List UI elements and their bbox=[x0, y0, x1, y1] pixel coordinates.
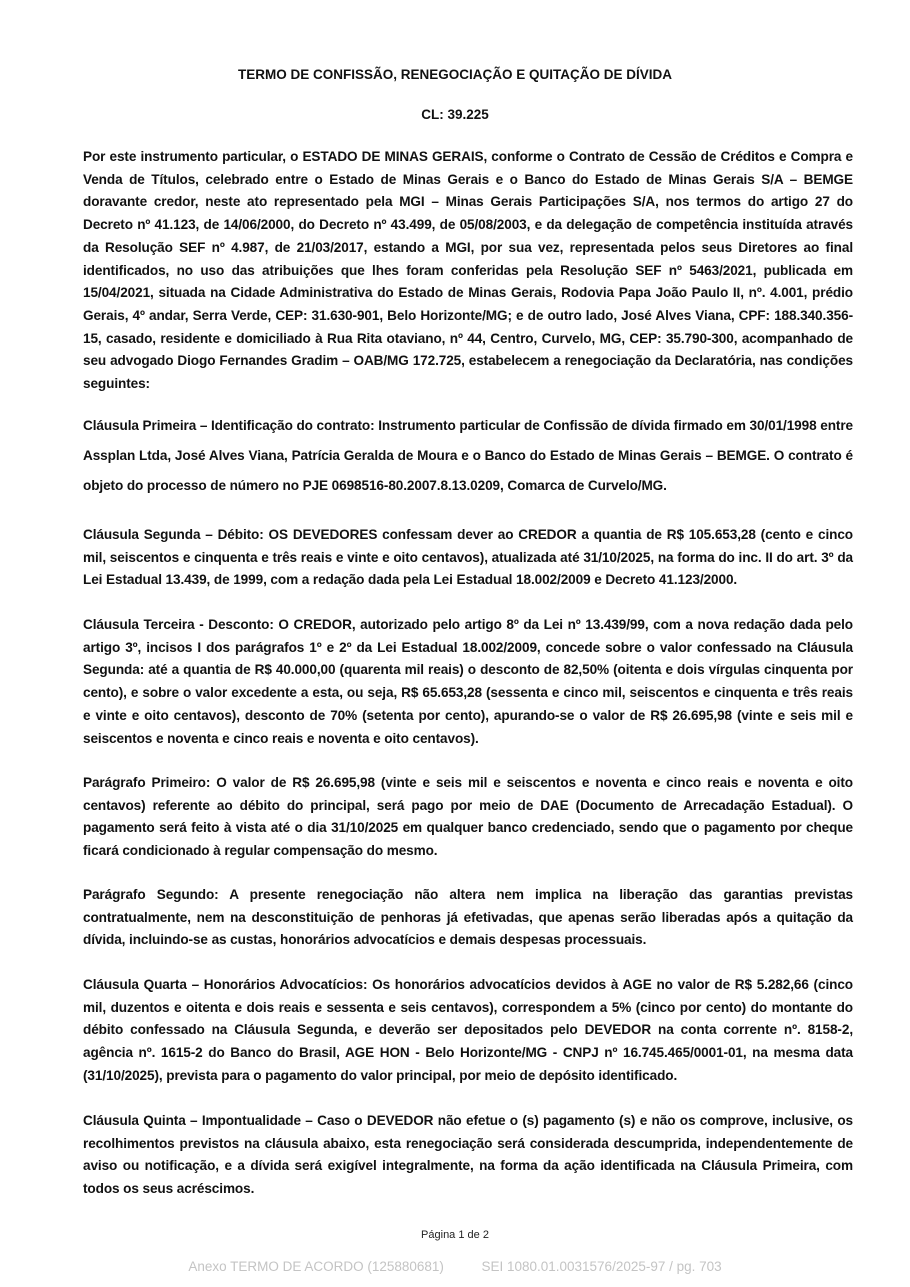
preamble-paragraph: Por este instrumento particular, o ESTADO DE MINAS GERAIS, conforme o Contrato de Cessão de Créditos e Compra e Venda de Títulos, celebrado entre o Estado de Minas Gerais e o Banco do Estado de Minas Gerais S/A – BEMGE doravante credor, neste ato representado pela MGI – Minas Gerais Participações S/A, nos termos do artigo 27 do Decreto nº 41.123, de 14/06/2000, do Decreto nº 43.499, de 05/08/2003, e da delegação de competência instituída através da Resolução SEF nº 4.987, de 21/03/2017, estando a MGI, por sua vez, representada pelos seus Diretores ao final identificados, no uso das atribuições que lhes foram conferidas pela Resolução SEF nº 5463/2021, publicada em 15/04/2021, situada na Cidade Administrativa do Estado de Minas Gerais, Rodovia Papa João Paulo II, nº. 4.001, prédio Gerais, 4º andar, Serra Verde, CEP: 31.630-901, Belo Horizonte/MG; e de outro lado, José Alves Viana, CPF: 188.340.356-15, casado, residente e domiciliado à Rua Rita otaviano, nº 44, Centro, Curvelo, MG, CEP: 35.790-300, acompanhado de seu advogado Diogo Fernandes Gradim – OAB/MG 172.725, estabelecem a renegociação da Declaratória, nas condições seguintes: bbox=[83, 149, 853, 392]
clause-fourth-paragraph: Cláusula Quarta – Honorários Advocatícios: Os honorários advocatícios devidos à AGE no valor de R$ 5.282,66 (cinco mil, duzentos e oitenta e dois reais e sessenta e seis centavos), correspondem a 5% (cinco por cento) do montante do débito confessado na Cláusula Segunda, e deverão ser depositados pelo DEVEDOR na conta corrente nº. 8158-2, agência nº. 1615-2 do Banco do Brasil, AGE HON - Belo Horizonte/MG - CNPJ nº 16.745.465/0001-01, na mesma data (31/10/2025), prevista para o pagamento do valor principal, por meio de depósito identificado. bbox=[83, 977, 853, 1083]
sei-reference: SEI 1080.01.0031576/2025-97 / pg. 703 bbox=[481, 1259, 722, 1274]
paragraph-second: Parágrafo Segundo: A presente renegociação não altera nem implica na liberação das garantias previstas contratualmente, nem na desconstituição de penhoras já efetivadas, que apenas serão liberadas após a quitação da dívida, incluindo-se as custas, honorários advocatícios e demais despesas processuais. bbox=[83, 887, 853, 948]
annex-label: Anexo TERMO DE ACORDO (125880681) bbox=[188, 1259, 444, 1274]
clause-second-paragraph: Cláusula Segunda – Débito: OS DEVEDORES confessam dever ao CREDOR a quantia de R$ 105.653,28 (cento e cinco mil, seiscentos e cinquenta e três reais e vinte e oito centavos), atualizada até 31/10/2025, na forma do inc. II do art. 3º da Lei Estadual 13.439, de 1999, com a redação dada pela Lei Estadual 18.002/2009 e Decreto 41.123/2000. bbox=[83, 527, 853, 588]
page-number: Página 1 de 2 bbox=[421, 1229, 489, 1241]
clause-third-paragraph: Cláusula Terceira - Desconto: O CREDOR, autorizado pelo artigo 8º da Lei nº 13.439/99, com a nova redação dada pelo artigo 3º, incisos I dos parágrafos 1º e 2º da Lei Estadual 18.002/2009, concede sobre o valor confessado na Cláusula Segunda: até a quantia de R$ 40.000,00 (quarenta mil reais) o desconto de 82,50% (oitenta e dois vírgulas cinquenta por cento), e sobre o valor excedente a esta, ou seja, R$ 65.653,28 (sessenta e cinco mil, seiscentos e cinquenta e três reais e vinte e oito centavos), desconto de 70% (setenta por cento), apurando-se o valor de R$ 26.695,98 (vinte e seis mil e seiscentos e noventa e cinco reais e noventa e oito centavos). bbox=[83, 617, 853, 746]
document-title: TERMO DE CONFISSÃO, RENEGOCIAÇÃO E QUITAÇÃO DE DÍVIDA bbox=[237, 67, 673, 82]
clause-fifth-paragraph: Cláusula Quinta – Impontualidade – Caso o DEVEDOR não efetue o (s) pagamento (s) e não os comprove, inclusive, os recolhimentos previstos na cláusula abaixo, esta renegociação será considerada descumprida, independentemente de aviso ou notificação, e a dívida será exigível integralmente, na forma da ação identificada na Cláusula Primeira, com todos os seus acréscimos. bbox=[83, 1113, 853, 1197]
document-cl-number: CL: 39.225 bbox=[421, 107, 489, 122]
clause-first-paragraph: Cláusula Primeira – Identificação do contrato: Instrumento particular de Confissão de dívida firmado em 30/01/1998 entre Assplan Ltda, José Alves Viana, Patrícia Geralda de Moura e o Banco do Estado de Minas Gerais – BEMGE. O contrato é objeto do processo de número no PJE 0698516-80.2007.8.13.0209, Comarca de Curvelo/MG. bbox=[83, 418, 853, 493]
annex-footer bbox=[0, 1258, 910, 1276]
paragraph-first: Parágrafo Primeiro: O valor de R$ 26.695,98 (vinte e seis mil e seiscentos e noventa e cinco reais e noventa e oito centavos) referente ao débito do principal, será pago por meio de DAE (Documento de Arrecadação Estadual). O pagamento será feito à vista até o dia 31/10/2025 em qualquer banco credenciado, sendo que o pagamento por cheque ficará condicionado à regular compensação do mesmo. bbox=[83, 775, 853, 859]
